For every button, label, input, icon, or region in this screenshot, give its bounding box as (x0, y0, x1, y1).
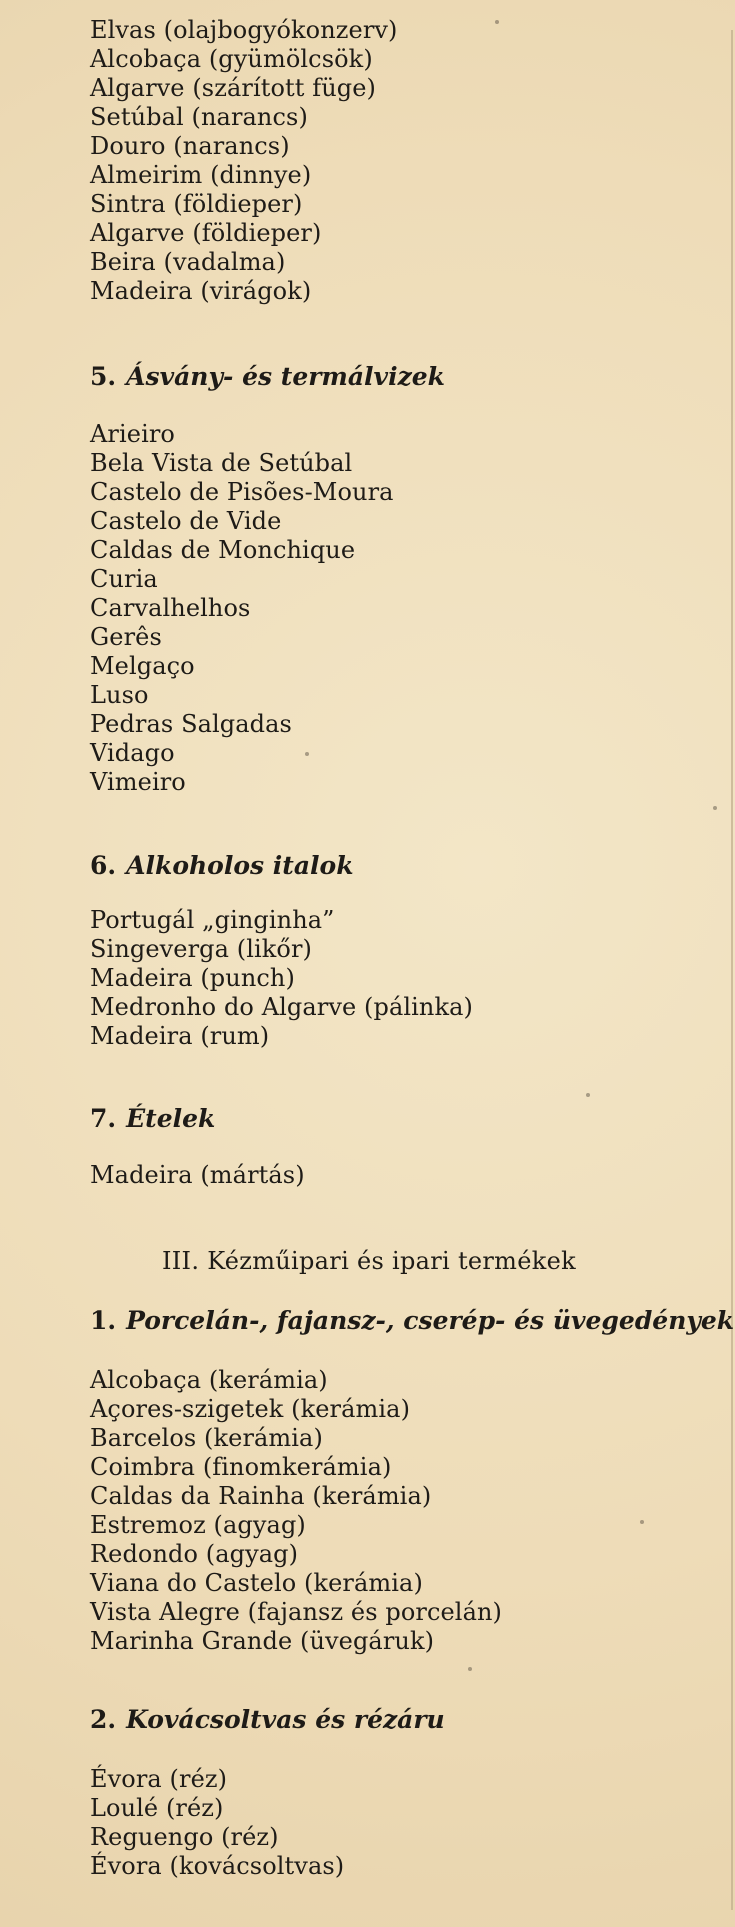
list-item: Vista Alegre (fajansz és porcelán) (90, 1598, 502, 1626)
list-item: Medronho do Algarve (pálinka) (90, 993, 473, 1021)
list-item: Açores-szigetek (kerámia) (90, 1395, 411, 1423)
list-item: Vidago (90, 739, 175, 767)
list-item: Alcobaça (gyümölcsök) (90, 45, 373, 73)
list-item: Caldas da Rainha (kerámia) (90, 1482, 432, 1510)
section-number: 1. (90, 1306, 117, 1335)
list-item: Barcelos (kerámia) (90, 1424, 323, 1452)
list-item: Portugál „ginginha” (90, 906, 335, 934)
part-3-section-2-heading (90, 1705, 445, 1735)
list-item: Redondo (agyag) (90, 1540, 299, 1568)
paper-speck (495, 20, 499, 24)
list-item: Reguengo (réz) (90, 1823, 279, 1851)
list-item: Madeira (mártás) (90, 1161, 305, 1189)
list-item: Beira (vadalma) (90, 248, 286, 276)
section-number: 5. (90, 362, 117, 391)
part-3-title: III. Kézműipari és ipari termékek (162, 1247, 576, 1275)
list-item: Alcobaça (kerámia) (90, 1366, 328, 1394)
list-item: Melgaço (90, 652, 195, 680)
list-item: Algarve (földieper) (90, 219, 322, 247)
paper-speck (713, 806, 717, 810)
list-item: Viana do Castelo (kerámia) (90, 1569, 423, 1597)
list-item: Estremoz (agyag) (90, 1511, 306, 1539)
section-5-heading (90, 362, 445, 392)
part-3-section-1-heading (90, 1306, 734, 1336)
page-edge-line (731, 30, 733, 1910)
part-3-section-2-list (90, 1765, 720, 1881)
list-item: Coimbra (finomkerámia) (90, 1453, 392, 1481)
section-title: Ételek (126, 1104, 216, 1133)
list-item: Madeira (punch) (90, 964, 295, 992)
list-item: Almeirim (dinnye) (90, 161, 312, 189)
paper-speck (468, 1667, 472, 1671)
list-item: Algarve (szárított füge) (90, 74, 377, 102)
list-item: Luso (90, 681, 149, 709)
list-item: Caldas de Monchique (90, 536, 356, 564)
section-7-heading (90, 1104, 215, 1134)
part-3-section-1-list (90, 1366, 720, 1656)
list-item: Vimeiro (90, 768, 186, 796)
list-item: Évora (réz) (90, 1765, 228, 1793)
list-item: Bela Vista de Setúbal (90, 449, 353, 477)
list-item: Gerês (90, 623, 162, 651)
section-title: Porcelán-, fajansz-, cserép- és üvegedények (126, 1306, 735, 1335)
list-item: Curia (90, 565, 158, 593)
section-title: Kovácsoltvas és rézáru (126, 1705, 445, 1734)
paper-speck (586, 1093, 590, 1097)
list-item: Marinha Grande (üvegáruk) (90, 1627, 435, 1655)
section-7-list (90, 1161, 720, 1190)
list-item: Elvas (olajbogyókonzerv) (90, 16, 398, 44)
section-5-list (90, 420, 720, 797)
list-continued (90, 16, 720, 306)
list-item: Arieiro (90, 420, 175, 448)
paper-speck (305, 752, 309, 756)
section-6-list (90, 906, 720, 1051)
section-number: 7. (90, 1104, 117, 1133)
list-item: Loulé (réz) (90, 1794, 224, 1822)
list-item: Évora (kovácsoltvas) (90, 1852, 345, 1880)
list-item: Carvalhelhos (90, 594, 251, 622)
section-6-heading (90, 851, 354, 881)
section-title: Ásvány- és termálvizek (126, 362, 445, 391)
paper-speck (640, 1520, 644, 1524)
list-item: Douro (narancs) (90, 132, 290, 160)
section-number: 2. (90, 1705, 117, 1734)
list-item: Castelo de Vide (90, 507, 282, 535)
list-item: Castelo de Pisões-Moura (90, 478, 394, 506)
list-item: Setúbal (narancs) (90, 103, 308, 131)
list-item: Singeverga (likőr) (90, 935, 313, 963)
list-item: Pedras Salgadas (90, 710, 292, 738)
list-item: Madeira (virágok) (90, 277, 312, 305)
section-number: 6. (90, 851, 117, 880)
list-item: Madeira (rum) (90, 1022, 270, 1050)
list-item: Sintra (földieper) (90, 190, 303, 218)
section-title: Alkoholos italok (126, 851, 354, 880)
